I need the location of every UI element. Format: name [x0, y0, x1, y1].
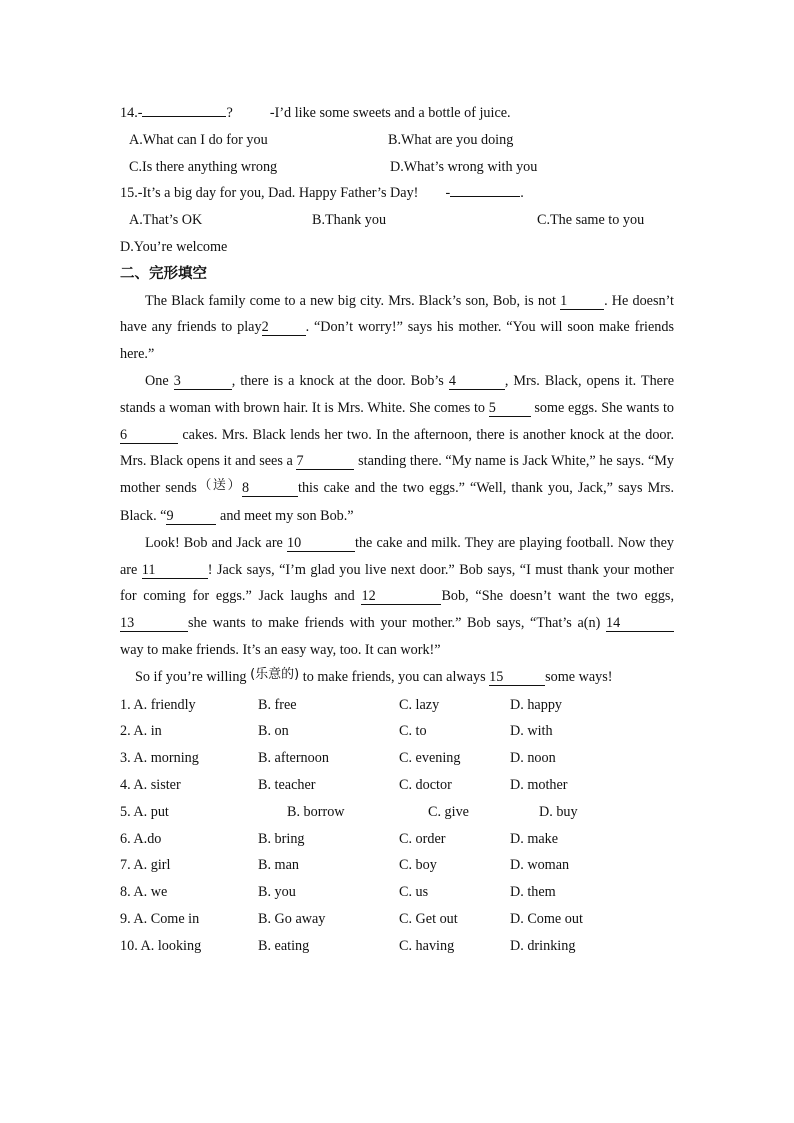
chinese-gloss: (乐意的)	[250, 666, 300, 682]
choice-row: 9. A. Come in B. Go away C. Get out D. Come out	[120, 910, 583, 927]
passage-paragraph: One 3 , there is a knock at the door. Bob’s 4 , Mrs. Black, opens it. There stands a woman with brown hair. It is Mrs. White. She comes to 5 some eggs. She wants to 6 cakes. Mrs. Black lends her two. In the afternoon, there is another knock at the door. Mrs. Black opens it and sees a 7 standing there. “My name is Jack White,” he says. “My mother sends（送）8 this cake and the two eggs.” “Well, thank you, Jack,” says Mrs. Black. “9 and meet my son Bob.”	[120, 372, 674, 524]
choice-row: 7. A. girl B. man C. boy D. woman	[120, 857, 570, 874]
answer-blank	[142, 116, 226, 117]
choice-row: 5. A. put B. borrow C. give D. buy	[120, 803, 578, 820]
blank-15: 15	[489, 669, 545, 686]
choice-row: 6. A.do B. bring C. order D. make	[120, 830, 559, 847]
blank-8: 8	[242, 480, 298, 497]
question-number: 14.	[120, 105, 138, 121]
question-14: 14.- ? -I’d like some sweets and a bottle of juice.	[120, 105, 511, 121]
option-row: A.That’s OK B.Thank you C.The same to you	[129, 212, 645, 229]
blank-10: 10	[287, 535, 355, 552]
blank-11: 11	[142, 562, 208, 579]
choice-row: 1. A. friendly B. free C. lazy D. happy	[120, 696, 563, 713]
chinese-gloss: （送）	[196, 478, 243, 494]
blank-2: 2	[262, 319, 306, 336]
blank-6: 6	[120, 427, 178, 444]
blank-13: 13	[120, 615, 188, 632]
passage-paragraph: So if you’re willing (乐意的) to make friends, you can always 15 some ways!	[135, 666, 613, 685]
answer-blank	[450, 196, 520, 197]
question-number: 15.	[120, 185, 138, 202]
choice-row: 3. A. morning B. afternoon C. evening D. noon	[120, 750, 556, 767]
choice-row: 4. A. sister B. teacher C. doctor D. mother	[120, 776, 568, 793]
choice-row: 2. A. in B. on C. to D. with	[120, 723, 553, 740]
option-row: C.Is there anything wrong D.What’s wrong with you	[129, 158, 538, 175]
document-content	[120, 100, 674, 960]
blank-1: 1	[560, 293, 604, 310]
choice-row: 10. A. looking B. eating C. having D. drinking	[120, 937, 576, 954]
blank-5: 5	[489, 400, 531, 417]
blank-9: 9	[166, 508, 216, 525]
section-title: 二、完形填空	[120, 265, 207, 282]
option-row: D.You’re welcome	[120, 238, 228, 255]
cloze-passage	[120, 288, 674, 692]
choice-row: 8. A. we B. you C. us D. them	[120, 884, 556, 901]
option-row: A.What can I do for you B.What are you doing	[129, 131, 514, 148]
passage-paragraph: The Black family come to a new big city. Mrs. Black’s son, Bob, is not 1 . He doesn’t have any friends to play2 . “Don’t worry!” says his mother. “You will soon make friends here.”	[120, 292, 674, 363]
question-15: 15.-It’s a big day for you, Dad. Happy Father’s Day! - .	[120, 185, 524, 202]
blank-4: 4	[449, 373, 505, 390]
blank-12: 12	[361, 588, 441, 605]
passage-paragraph: Look! Bob and Jack are 10 the cake and milk. They are playing football. Now they are 11 ! Jack says, “I’m glad you live next door.” Bob says, “I must thank your mother for coming for eggs.” Jack laughs and 12 Bob, “She doesn’t want the two eggs, 13 she wants to make friends with your mother.” Bob says, “That’s a(n) 14 way to make friends. It’s an easy way, too. It can work!”	[120, 534, 674, 658]
blank-7: 7	[296, 453, 354, 470]
blank-3: 3	[174, 373, 232, 390]
blank-14: 14	[606, 615, 674, 632]
choice-list	[120, 692, 674, 960]
question-reply: -I’d like some sweets and a bottle of juice.	[269, 105, 511, 121]
